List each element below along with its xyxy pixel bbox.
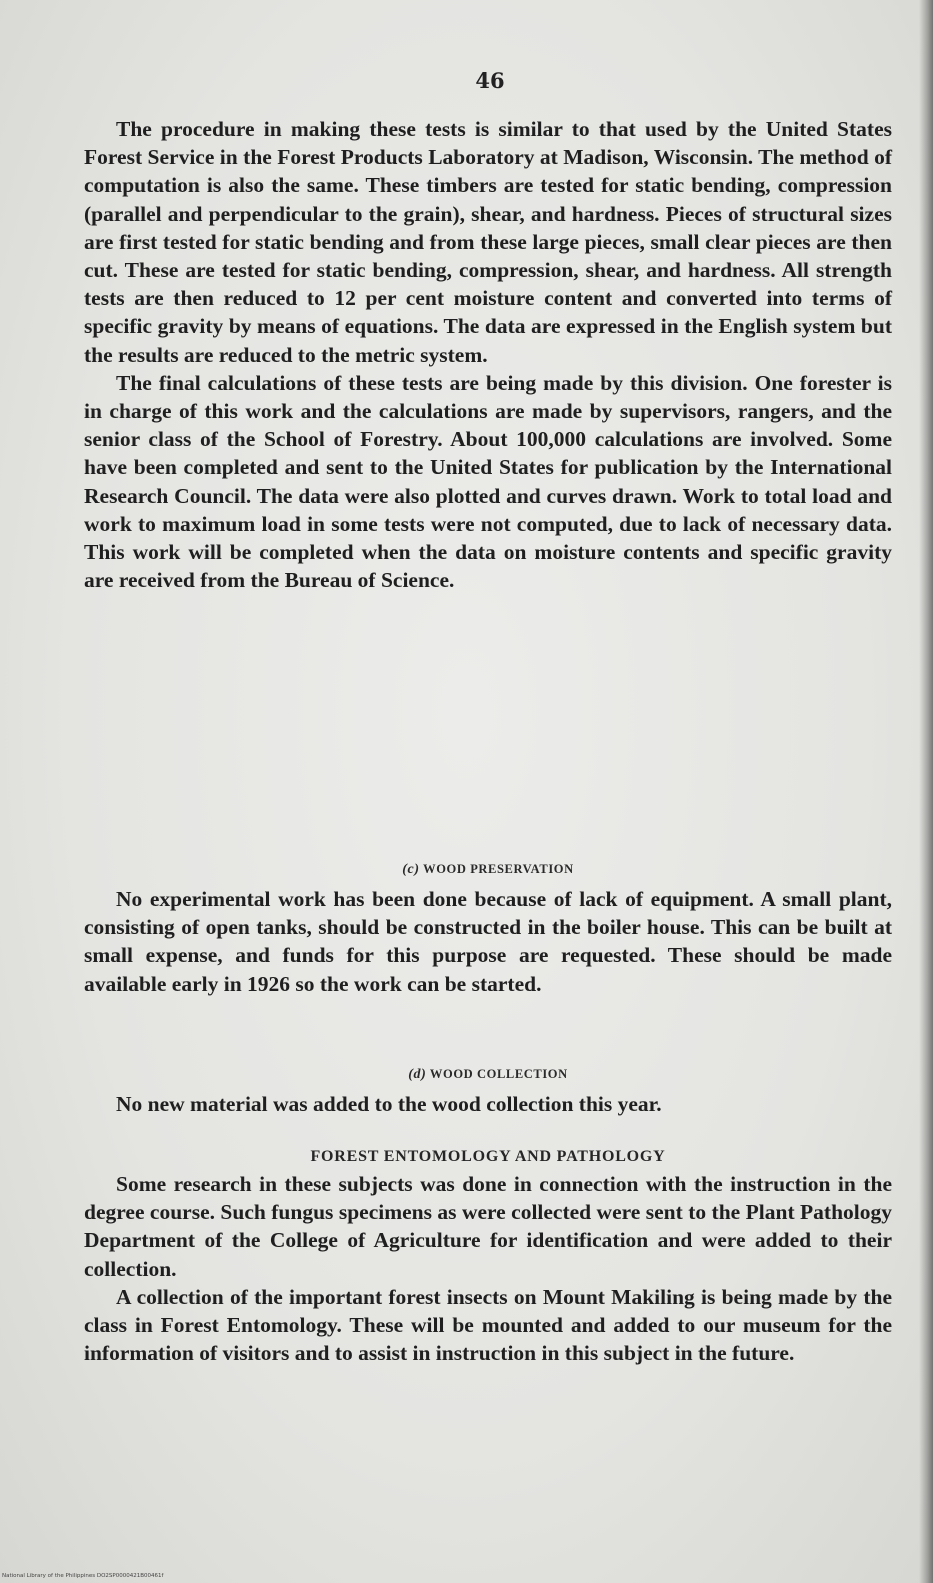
- heading-wood-collection: [84, 1067, 892, 1083]
- paragraph-final-calculations: The final calculations of these tests are being made by this division. One forester is in charge of this work and the calculations are made by supervisors, rangers, and the senior class of the School of Forestry. About 100,000 calculations are involved. Some have been completed and sent to the United States for publication by the International Research Council. The data were also plotted and curves drawn. Work to total load and work to maximum load in some tests were not computed, due to lack of necessary data. This work will be completed when the data on moisture contents and specific gravity are received from the Bureau of Science.: [84, 370, 892, 593]
- text-block-collection: [84, 1090, 892, 1118]
- text-block-tests: [84, 115, 892, 594]
- paragraph-test-procedure: The procedure in making these tests is similar to that used by the United States Forest Service in the Forest Products Laboratory at Madison, Wisconsin. The method of computation is also the same. These timbers are tested for static bending, compression (parallel and perpendicular to the grain), shear, and hardness. Pieces of structural sizes are first tested for static bending and from these large pieces, small clear pieces are then cut. These are tested for static bending, compression, shear, and hardness. All strength tests are then reduced to 12 per cent moisture content and converted into terms of specific gravity by means of equations. The data are expressed in the English system but the results are reduced to the metric system.: [84, 117, 892, 367]
- heading-letter-c: (c): [402, 862, 420, 877]
- heading-text-wood-collection: WOOD COLLECTION: [429, 1067, 568, 1081]
- text-block-entomology: [84, 1170, 892, 1367]
- paragraph-wood-preservation: No experimental work has been done because of lack of equipment. A small plant, consisting of open tanks, should be constructed in the boiler house. This can be built at small expense, and funds for this purpose are requested. These should be made available early in 1926 so the work can be started.: [84, 887, 892, 996]
- page-edge-shadow: [919, 0, 933, 1583]
- text-block-preservation: [84, 885, 892, 998]
- paragraph-insect-collection: A collection of the important forest insects on Mount Makiling is being made by the class in Forest Entomology. These will be mounted and added to our museum for the information of visitors and to assist in instruction in this subject in the future.: [84, 1284, 892, 1366]
- paragraph-wood-collection: No new material was added to the wood collection this year.: [116, 1092, 662, 1116]
- heading-letter-d: (d): [408, 1067, 427, 1082]
- page-number: 46: [475, 68, 505, 93]
- heading-wood-preservation: [84, 862, 892, 878]
- paragraph-fungus-research: Some research in these subjects was done in connection with the instruction in the degree course. Such fungus specimens as were collected were sent to the Plant Pathology Department of the College of Agriculture for identification and were added to their collection.: [84, 1172, 892, 1281]
- heading-forest-entomology: FOREST ENTOMOLOGY AND PATHOLOGY: [310, 1148, 666, 1165]
- footer-credit: National Library of the Philippines DO2SP0000421B00461f: [2, 1573, 164, 1579]
- heading-text-wood-preservation: WOOD PRESERVATION: [423, 862, 574, 876]
